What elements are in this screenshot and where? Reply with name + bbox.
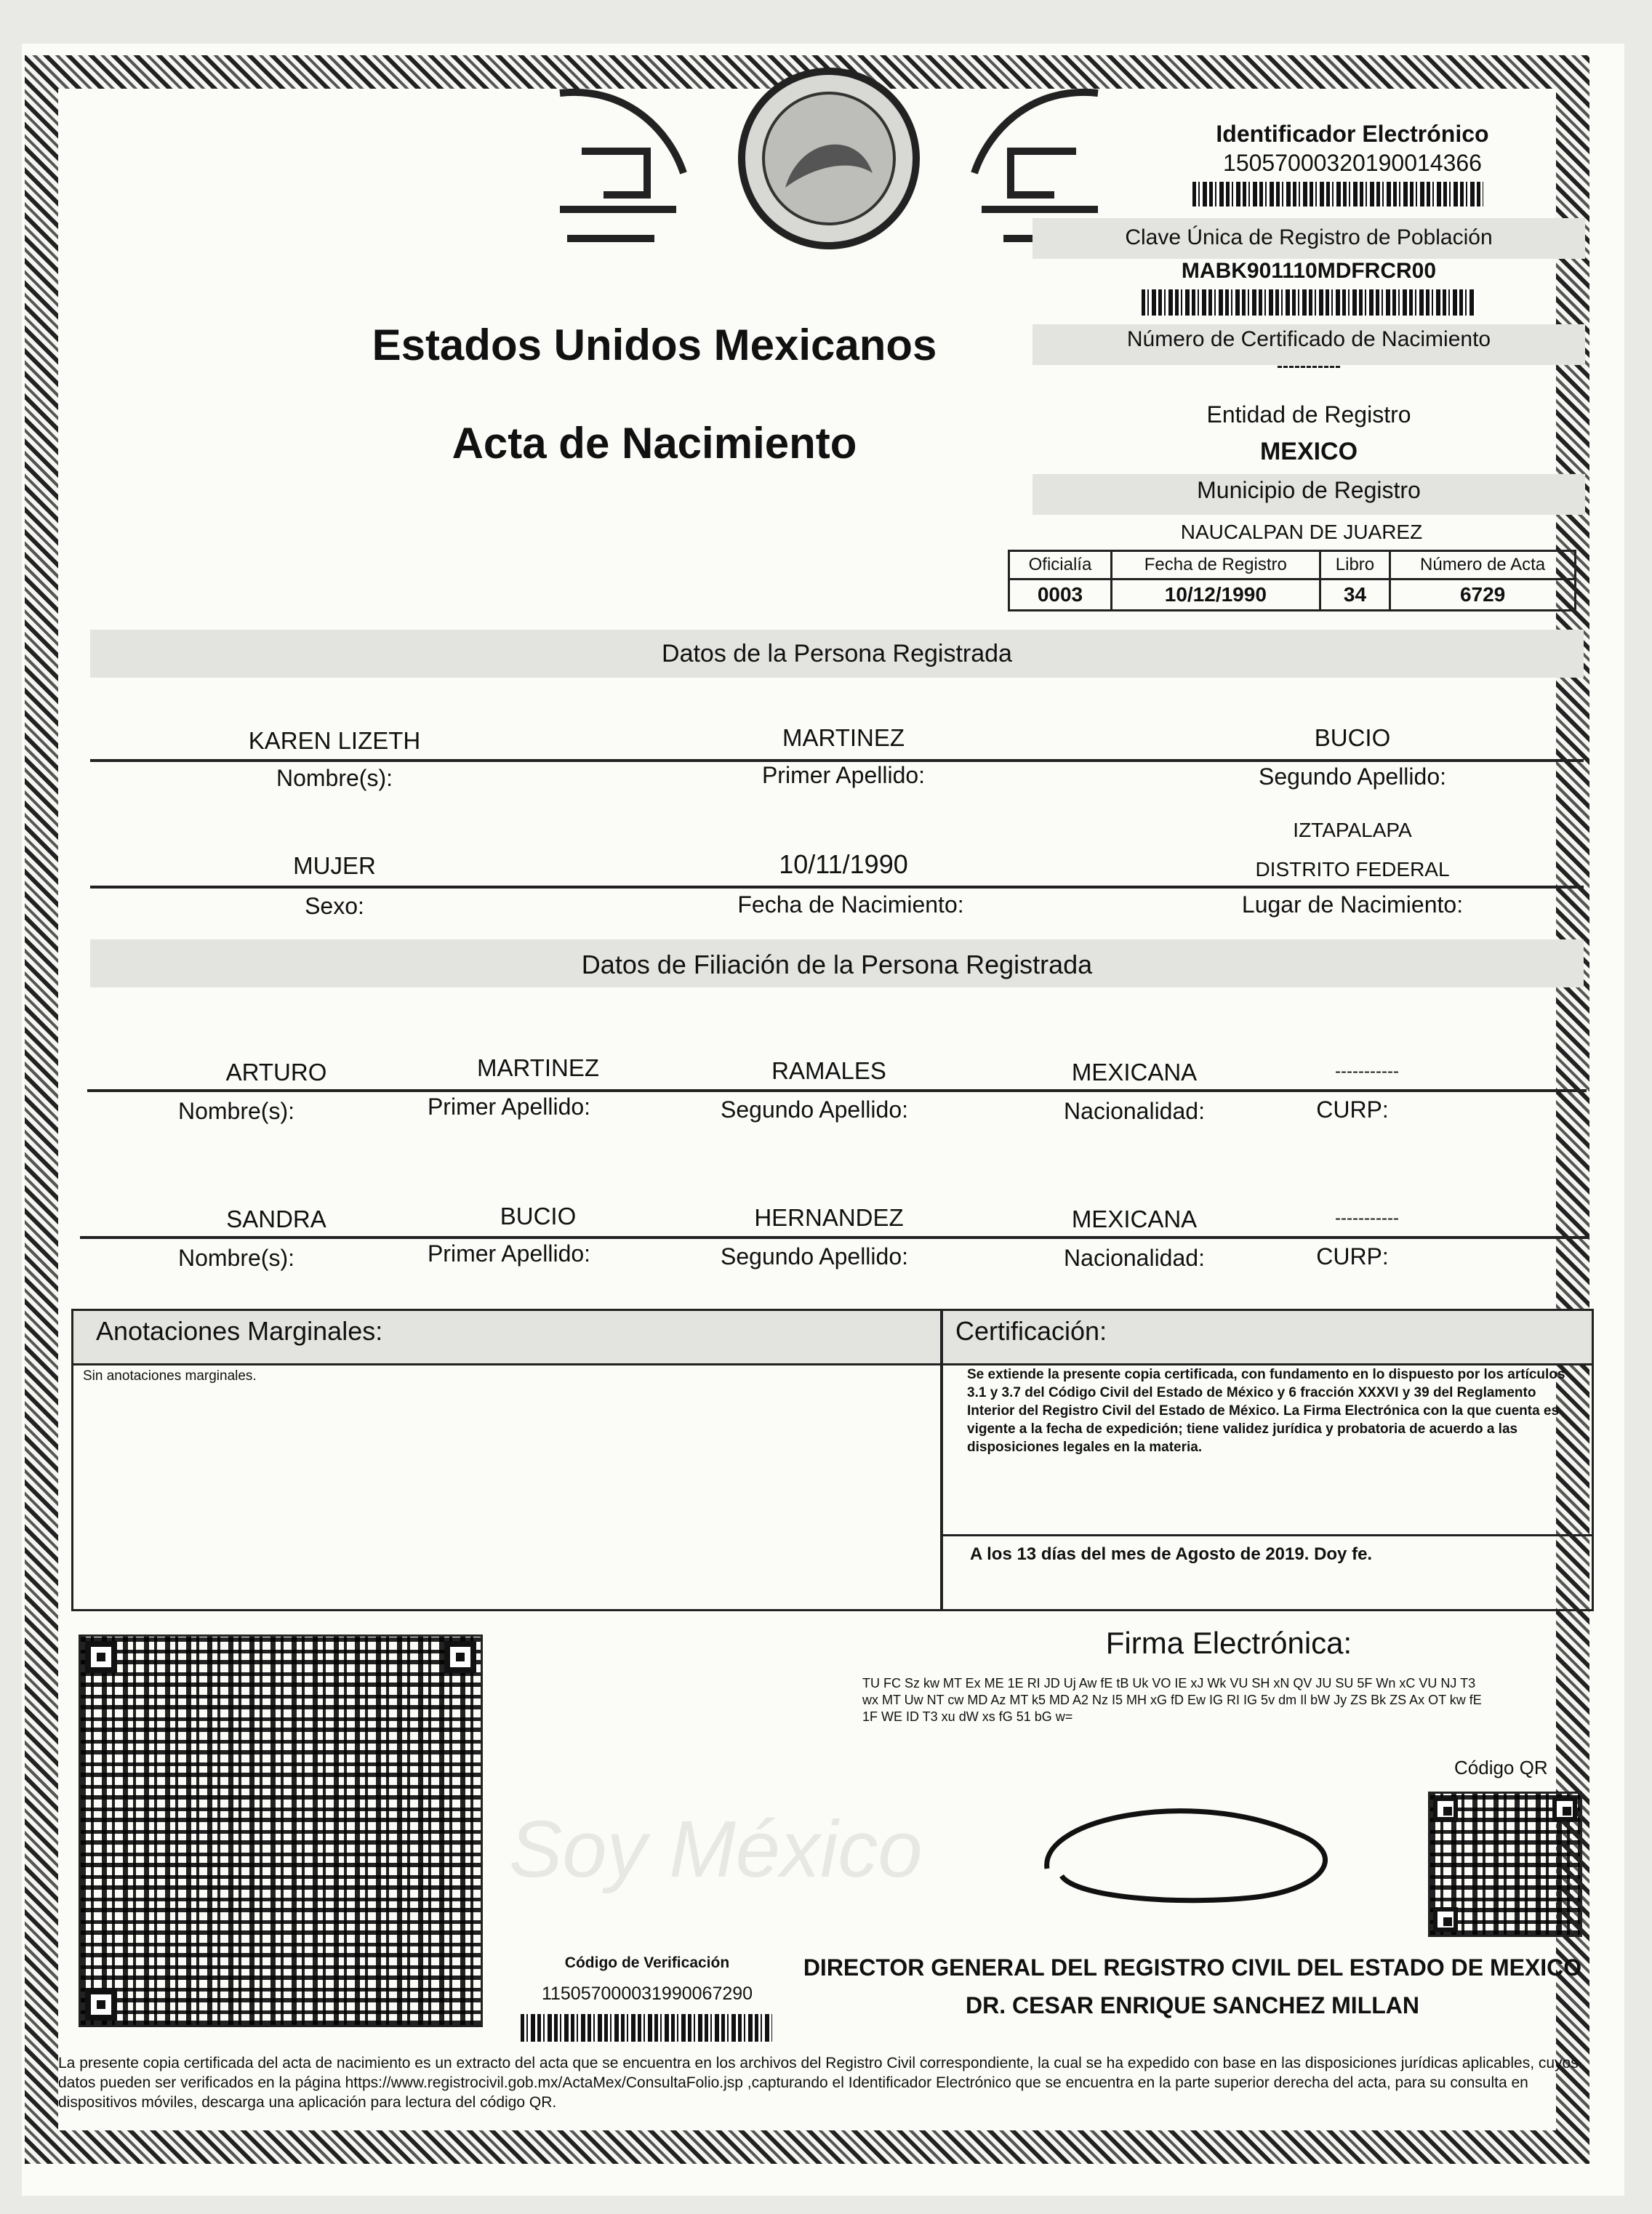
father-second-surname: RAMALES (771, 1057, 886, 1084)
table-header: Número de Acta (1390, 551, 1576, 579)
father-nationality: MEXICANA (1071, 1059, 1198, 1086)
annotations-title: Anotaciones Marginales: (96, 1316, 383, 1346)
table-header: Libro (1320, 551, 1390, 579)
sex-value: MUJER (293, 852, 376, 879)
electronic-signature-title: Firma Electrónica: (1105, 1626, 1352, 1660)
director-title: DIRECTOR GENERAL DEL REGISTRO CIVIL DEL ESTADO DE MEXICO (803, 1954, 1582, 1981)
birth-date-label: Fecha de Nacimiento: (737, 891, 964, 918)
signature-qr-code (1428, 1792, 1582, 1937)
nationality-label: Nacionalidad: (1064, 1245, 1205, 1271)
qr-label: Código QR (1454, 1757, 1548, 1778)
electronic-id-label: Identificador Electrónico (1216, 121, 1489, 147)
curp-label: CURP: (1316, 1096, 1389, 1123)
divider (90, 886, 1584, 889)
second-surname-value: BUCIO (1314, 724, 1391, 751)
birthplace-label: Lugar de Nacimiento: (1241, 891, 1464, 918)
id-barcode (1192, 182, 1483, 206)
mother-curp: ----------- (1335, 1208, 1399, 1228)
act-number-value: 6729 (1390, 579, 1576, 611)
table-header: Fecha de Registro (1111, 551, 1320, 579)
watermark-text: Soy México (509, 1805, 923, 1894)
verification-barcode (521, 2014, 772, 2042)
birth-date-value: 10/11/1990 (779, 849, 908, 879)
curp-label: Clave Única de Registro de Población (1125, 225, 1493, 249)
father-given-names: ARTURO (225, 1059, 327, 1086)
mother-first-surname: BUCIO (500, 1203, 577, 1230)
person-section-title: Datos de la Persona Registrada (662, 640, 1012, 667)
first-surname-label: Primer Apellido: (761, 762, 926, 788)
document-title: Acta de Nacimiento (452, 419, 857, 468)
verification-code-value: 115057000031990067290 (541, 1984, 753, 2004)
director-name: DR. CESAR ENRIQUE SANCHEZ MILLAN (965, 1992, 1419, 2018)
curp-value: MABK901110MDFRCR00 (1181, 259, 1437, 283)
oficialia-value: 0003 (1009, 579, 1112, 611)
second-surname-label: Segundo Apellido: (721, 1096, 908, 1123)
father-curp: ----------- (1335, 1062, 1399, 1081)
first-surname-value: MARTINEZ (782, 724, 905, 751)
first-surname-label: Primer Apellido: (427, 1094, 591, 1120)
certification-title: Certificación: (955, 1316, 1107, 1346)
given-names-value: KAREN LIZETH (248, 727, 421, 754)
mother-given-names: SANDRA (226, 1206, 326, 1232)
electronic-id-value: 15057000320190014366 (1223, 150, 1482, 176)
certification-date: A los 13 días del mes de Agosto de 2019. Doy fe. (970, 1544, 1373, 1564)
divider (87, 1089, 1587, 1092)
nationality-label: Nacionalidad: (1064, 1098, 1205, 1124)
certificate-number-value: ----------- (1277, 356, 1341, 376)
footer-legal-text: La presente copia certificada del acta de nacimiento es un extracto del acta que se encuentra en los archivos del Registro Civil correspondiente, la cual se ha expedido con base en las disposiciones jurídicas aplicables, cuyos datos pueden ser verificados en la página https://www.registrocivil.gob.mx/ActaMex/ConsultaFolio.jsp ,capturando el Identificador Electrónico que se encuentra en la parte superior derecha del acta, para su consulta en dispositivos móviles, descarga una aplicación para lectura del código QR. (58, 2055, 1579, 2111)
mother-nationality: MEXICANA (1071, 1206, 1198, 1232)
second-surname-label: Segundo Apellido: (721, 1243, 908, 1270)
entity-label: Entidad de Registro (1206, 401, 1411, 428)
country-title: Estados Unidos Mexicanos (372, 321, 937, 369)
nombre-label: Nombre(s): (177, 1245, 294, 1271)
curp-label: CURP: (1316, 1243, 1389, 1270)
birthplace-line1: IZTAPALAPA (1293, 819, 1412, 841)
first-surname-label: Primer Apellido: (427, 1240, 591, 1267)
verification-qr-code (79, 1635, 483, 2027)
verification-code-label: Código de Verificación (564, 1954, 730, 1971)
entity-value: MEXICO (1259, 438, 1358, 465)
divider (943, 1534, 1592, 1536)
sex-label: Sexo: (305, 893, 364, 919)
mother-second-surname: HERNANDEZ (754, 1204, 904, 1231)
signature-hash: TU FC Sz kw MT Ex ME 1E RI JD Uj Aw fE tB Uk VO IE xJ Wk VU SH xN QV JU SU 5F Wn xC VU NJ T3 wx MT Uw NT cw MD Az MT k5 MD A2 Nz I5 MH xG fD Ew IG RI IG 5v dm Il bW Jy ZS Bk ZS Ax OT kw fE 1F WE ID T3 xu dW xs fG 51 bG w= (862, 1676, 1482, 1724)
certificate-number-label: Número de Certificado de Nacimiento (1126, 327, 1491, 351)
filiation-section-title: Datos de Filiación de la Persona Registrada (581, 950, 1093, 979)
table-header: Oficialía (1009, 551, 1112, 579)
curp-barcode (1142, 289, 1476, 316)
annotations-text: Sin anotaciones marginales. (83, 1368, 257, 1384)
municipality-label: Municipio de Registro (1197, 477, 1421, 503)
birthplace-line2: DISTRITO FEDERAL (1255, 858, 1450, 881)
municipality-value: NAUCALPAN DE JUAREZ (1180, 521, 1423, 543)
book-value: 34 (1320, 579, 1390, 611)
given-names-label: Nombre(s): (276, 765, 393, 791)
divider (80, 1236, 1589, 1239)
certification-text: Se extiende la presente copia certificada, con fundamento en lo dispuesto por los artículos 3.1 y 3.7 del Código Civil del Estado de México y 6 fracción XXXVI y 39 del Reglamento Interior del Registro Civil del Estado de México. La Firma Electrónica con la que cuenta es vigente a la fecha de expedición; tiene validez jurídica y probatoria de acuerdo a las disposiciones legales en la materia. (967, 1367, 1565, 1455)
registry-table (1008, 550, 1576, 611)
father-first-surname: MARTINEZ (476, 1054, 600, 1081)
second-surname-label: Segundo Apellido: (1259, 763, 1446, 790)
signature-icon (1032, 1789, 1367, 1912)
registration-date-value: 10/12/1990 (1111, 579, 1320, 611)
nombre-label: Nombre(s): (177, 1098, 294, 1124)
